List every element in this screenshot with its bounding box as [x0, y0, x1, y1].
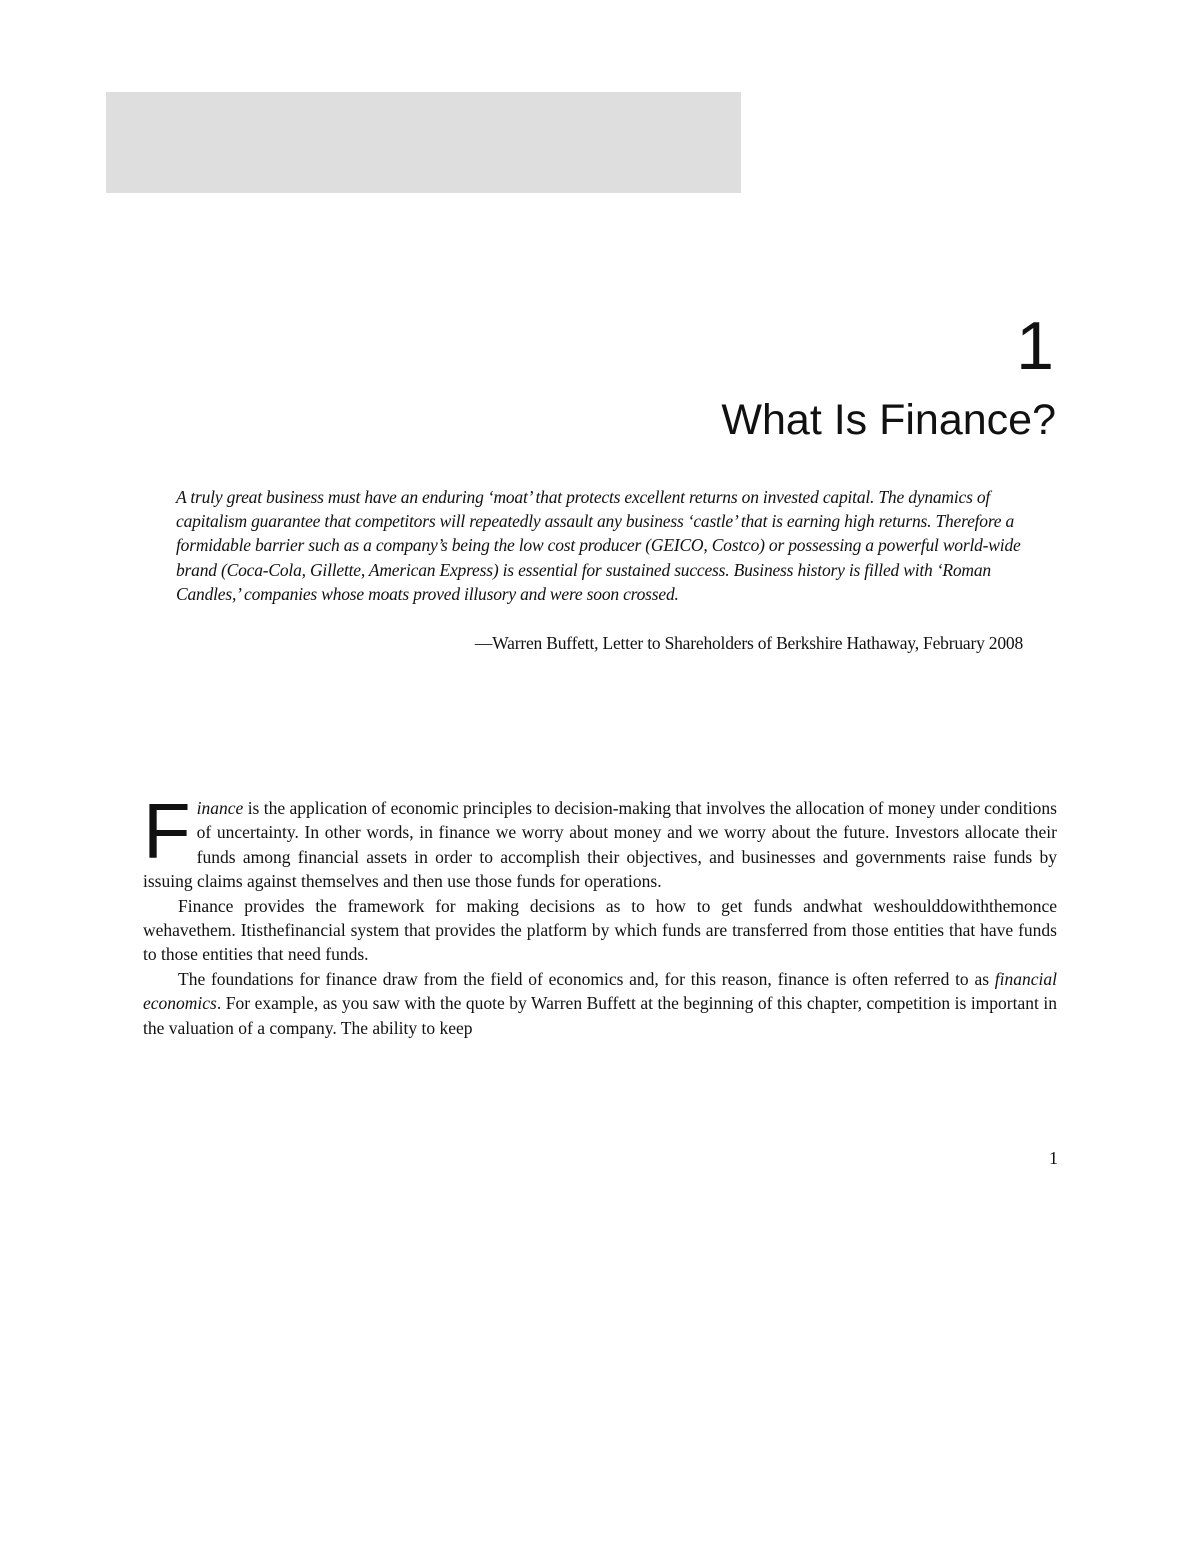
paragraph-1: [143, 787, 1057, 894]
header-banner: [106, 92, 741, 193]
paragraph-1-text: is the application of economic principles to decision-making that involves the allocation of money under conditions of uncertainty. In other words, in finance we worry about money and we worry about the future. Investors allocate their funds among financial assets in order to accomplish their objectives, and businesses and governments raise funds by issuing claims against themselves and then use those funds for operations.: [143, 798, 1057, 892]
drop-cap: F: [143, 787, 191, 875]
page-number: 1: [1049, 1148, 1058, 1168]
term-financial-economics: financial economics: [143, 968, 1057, 1014]
paragraph-2: Finance provides the framework for making decisions as to how to get funds andwhat weshoulddowiththemonce wehavethem. Itisthefinancial system that provides the platform by which funds are transferred from those entities that have funds to those entities that need funds.: [143, 895, 1057, 965]
chapter-title: What Is Finance?: [721, 396, 1056, 444]
paragraph-3-continuation: . For example, as you saw with the quote by Warren Buffett at the beginning of this chapter, competition is important in the valuation of a company. The ability to keep: [143, 993, 1057, 1038]
chapter-body: [143, 787, 1057, 1040]
epigraph-attribution: —Warren Buffett, Letter to Shareholders of Berkshire Hathaway, February 2008: [474, 633, 1023, 653]
lead-word: inance: [196, 798, 244, 818]
paragraph-3-text: The foundations for finance draw from the field of economics and, for this reason, finance is often referred to as: [178, 968, 995, 989]
chapter-number: 1: [1016, 308, 1054, 384]
epigraph-quote: A truly great business must have an enduring ‘moat’ that protects excellent returns on invested capital. The dynamics of capitalism guarantee that competitors will repeatedly assault any business ‘castle’ that is earning high returns. Therefore a formidable barrier such as a company’s being the low cost producer (GEICO, Costco) or possessing a powerful world-wide brand (Coca-Cola, Gillette, American Express) is essential for sustained success. Business history is filled with ‘Roman Candles,’ companies whose moats proved illusory and were soon crossed.: [176, 487, 1021, 604]
paragraph-3: [143, 967, 1057, 1040]
